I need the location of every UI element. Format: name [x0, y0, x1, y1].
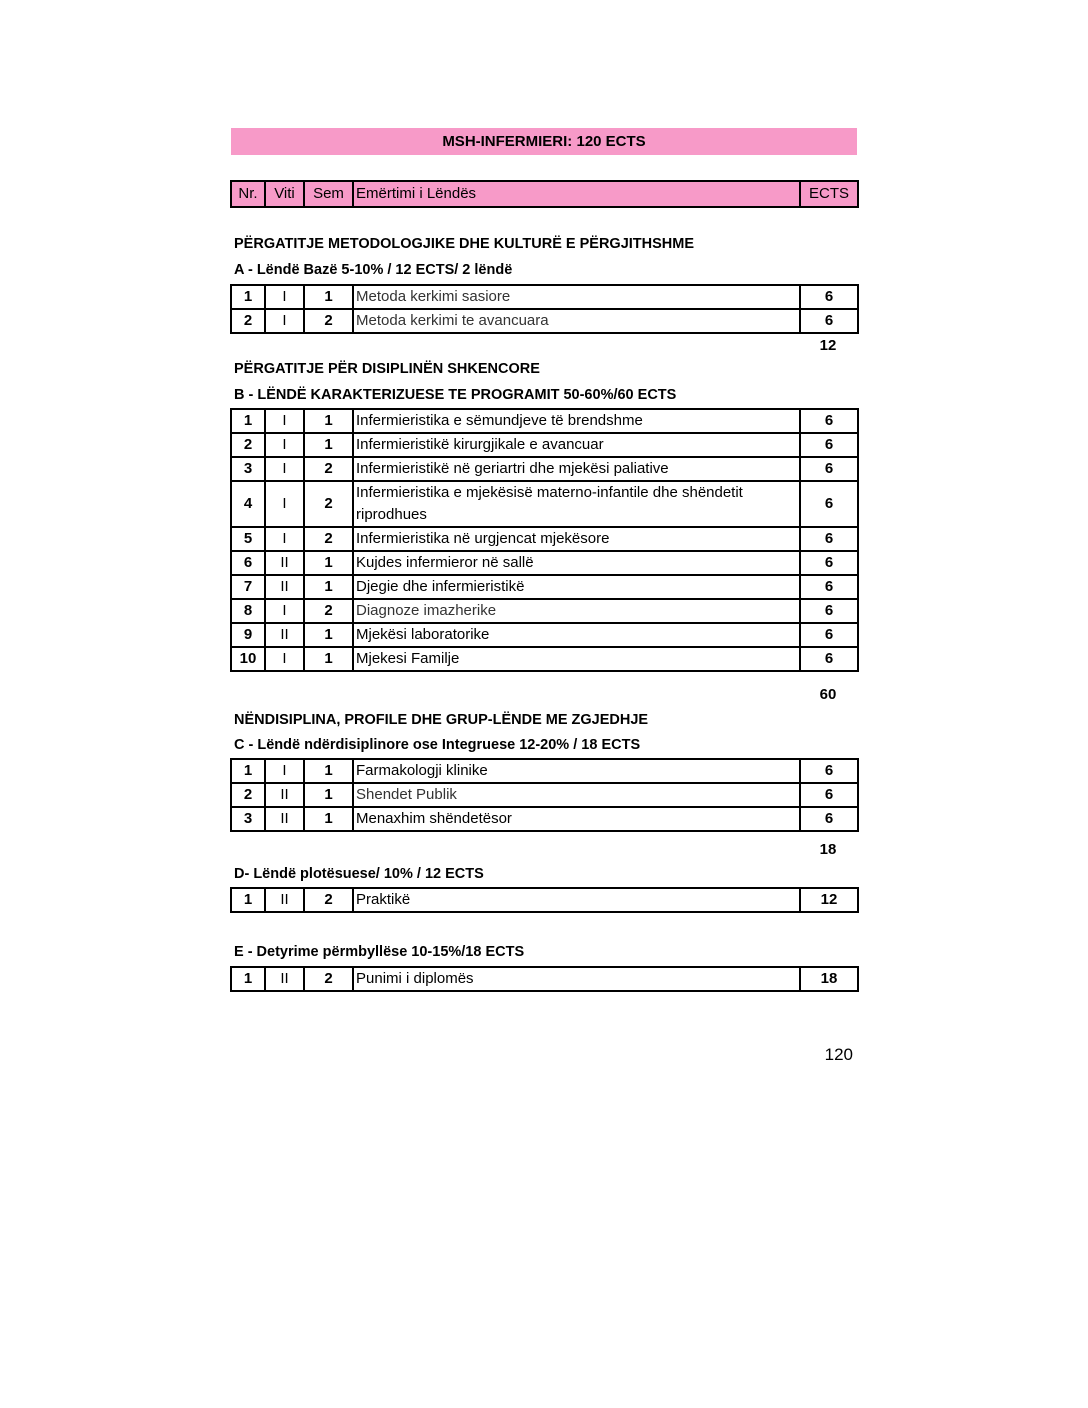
- header-name: Emërtimi i Lëndës: [353, 181, 800, 207]
- group-c-heading: C - Lëndë ndërdisiplinore ose Integruese 12-20% / 18 ECTS: [234, 737, 641, 753]
- header-nr: Nr.: [231, 181, 265, 207]
- row-sem: 1: [304, 551, 353, 575]
- row-ects: 6: [800, 599, 858, 623]
- row-nr: 9: [231, 623, 265, 647]
- table-row: [231, 783, 858, 807]
- row-course-name: Diagnoze imazherike: [353, 599, 800, 623]
- row-ects: 6: [800, 551, 858, 575]
- table-row: [231, 481, 858, 527]
- row-nr: 8: [231, 599, 265, 623]
- row-viti: II: [265, 623, 304, 647]
- row-course-name: Kujdes infermieror në sallë: [353, 551, 800, 575]
- row-sem: 1: [304, 575, 353, 599]
- row-nr: 6: [231, 551, 265, 575]
- row-viti: II: [265, 888, 304, 912]
- row-ects: 6: [800, 575, 858, 599]
- row-course-name: Metoda kerkimi te avancuara: [353, 309, 800, 333]
- row-nr: 1: [231, 759, 265, 783]
- row-course-name: Metoda kerkimi sasiore: [353, 285, 800, 309]
- row-ects: 6: [800, 285, 858, 309]
- group-d-table: [230, 887, 859, 913]
- row-ects: 12: [800, 888, 858, 912]
- row-course-name: Infermieristikë kirurgjikale e avancuar: [353, 433, 800, 457]
- row-viti: II: [265, 575, 304, 599]
- column-header-table: [230, 180, 859, 208]
- section-heading: PËRGATITJE METODOLOGJIKE DHE KULTURË E PËRGJITHSHME: [234, 236, 695, 252]
- row-nr: 1: [231, 285, 265, 309]
- row-sem: 1: [304, 647, 353, 671]
- row-viti: I: [265, 309, 304, 333]
- row-course-name: Mjekësi laboratorike: [353, 623, 800, 647]
- group-b-table: [230, 408, 859, 672]
- row-viti: I: [265, 457, 304, 481]
- row-viti: I: [265, 527, 304, 551]
- table-row: [231, 647, 858, 671]
- row-nr: 1: [231, 409, 265, 433]
- group-a-table: [230, 284, 859, 334]
- table-row: [231, 285, 858, 309]
- row-sem: 2: [304, 481, 353, 527]
- row-ects: 6: [800, 527, 858, 551]
- row-viti: I: [265, 285, 304, 309]
- header-viti: Viti: [265, 181, 304, 207]
- table-row: [231, 759, 858, 783]
- row-nr: 1: [231, 888, 265, 912]
- row-course-name: Infermieristika në urgjencat mjekësore: [353, 527, 800, 551]
- row-ects: 6: [800, 783, 858, 807]
- row-ects: 6: [800, 759, 858, 783]
- row-nr: 2: [231, 433, 265, 457]
- row-course-name: Infermieristika e mjekësisë materno-infantile dhe shëndetit riprodhues: [353, 481, 800, 527]
- row-course-name: Punimi i diplomës: [353, 967, 800, 991]
- row-viti: I: [265, 481, 304, 527]
- row-nr: 2: [231, 309, 265, 333]
- row-viti: I: [265, 433, 304, 457]
- row-sem: 2: [304, 457, 353, 481]
- program-title: MSH-INFERMIERI: 120 ECTS: [231, 128, 857, 155]
- header-sem: Sem: [304, 181, 353, 207]
- row-ects: 6: [800, 457, 858, 481]
- row-sem: 2: [304, 309, 353, 333]
- table-row: [231, 599, 858, 623]
- row-sem: 1: [304, 433, 353, 457]
- group-e-heading: E - Detyrime përmbyllëse 10-15%/18 ECTS: [234, 944, 525, 960]
- row-sem: 1: [304, 285, 353, 309]
- row-ects: 6: [800, 623, 858, 647]
- row-ects: 6: [800, 433, 858, 457]
- row-sem: 1: [304, 409, 353, 433]
- row-sem: 1: [304, 807, 353, 831]
- row-ects: 18: [800, 967, 858, 991]
- table-row: [231, 309, 858, 333]
- row-viti: II: [265, 807, 304, 831]
- table-row: [231, 967, 858, 991]
- row-course-name: Mjekesi Familje: [353, 647, 800, 671]
- row-viti: I: [265, 647, 304, 671]
- row-viti: I: [265, 759, 304, 783]
- table-row: [231, 409, 858, 433]
- table-row: [231, 457, 858, 481]
- row-nr: 10: [231, 647, 265, 671]
- group-b-heading: B - LËNDË KARAKTERIZUESE TE PROGRAMIT 50-60%/60 ECTS: [234, 387, 677, 403]
- row-nr: 7: [231, 575, 265, 599]
- row-sem: 2: [304, 527, 353, 551]
- header-ects: ECTS: [800, 181, 858, 207]
- row-ects: 6: [800, 409, 858, 433]
- table-row: [231, 888, 858, 912]
- row-sem: 2: [304, 967, 353, 991]
- row-course-name: Farmakologji klinike: [353, 759, 800, 783]
- table-row: [231, 807, 858, 831]
- row-course-name: Infermieristika e sëmundjeve të brendshme: [353, 409, 800, 433]
- row-viti: II: [265, 551, 304, 575]
- row-ects: 6: [800, 807, 858, 831]
- group-a-heading: A - Lëndë Bazë 5-10% / 12 ECTS/ 2 lëndë: [234, 262, 513, 278]
- row-nr: 1: [231, 967, 265, 991]
- group-c-table: [230, 758, 859, 832]
- row-nr: 4: [231, 481, 265, 527]
- row-nr: 5: [231, 527, 265, 551]
- column-header-row: [231, 181, 858, 207]
- row-viti: I: [265, 599, 304, 623]
- table-row: [231, 433, 858, 457]
- row-viti: II: [265, 967, 304, 991]
- row-viti: II: [265, 783, 304, 807]
- row-sem: 2: [304, 599, 353, 623]
- row-sem: 1: [304, 623, 353, 647]
- table-row: [231, 623, 858, 647]
- row-ects: 6: [800, 647, 858, 671]
- table-row: [231, 527, 858, 551]
- group-b-subtotal: 60: [819, 686, 837, 703]
- row-sem: 1: [304, 759, 353, 783]
- row-course-name: Praktikë: [353, 888, 800, 912]
- section-heading: NËNDISIPLINA, PROFILE DHE GRUP-LËNDE ME ZGJEDHJE: [234, 712, 649, 728]
- table-row: [231, 551, 858, 575]
- group-a-subtotal: 12: [819, 337, 837, 354]
- row-viti: I: [265, 409, 304, 433]
- row-ects: 6: [800, 309, 858, 333]
- row-sem: 2: [304, 888, 353, 912]
- row-course-name: Shendet Publik: [353, 783, 800, 807]
- group-e-table: [230, 966, 859, 992]
- section-heading: PËRGATITJE PËR DISIPLINËN SHKENCORE: [234, 361, 540, 377]
- row-nr: 3: [231, 457, 265, 481]
- row-nr: 2: [231, 783, 265, 807]
- row-sem: 1: [304, 783, 353, 807]
- row-course-name: Infermieristikë në geriartri dhe mjekësi paliative: [353, 457, 800, 481]
- group-d-heading: D- Lëndë plotësuese/ 10% / 12 ECTS: [234, 866, 484, 882]
- row-ects: 6: [800, 481, 858, 527]
- table-row: [231, 575, 858, 599]
- group-c-subtotal: 18: [819, 841, 837, 858]
- grand-total: 120: [824, 1045, 853, 1064]
- row-course-name: Menaxhim shëndetësor: [353, 807, 800, 831]
- row-nr: 3: [231, 807, 265, 831]
- row-course-name: Djegie dhe infermieristikë: [353, 575, 800, 599]
